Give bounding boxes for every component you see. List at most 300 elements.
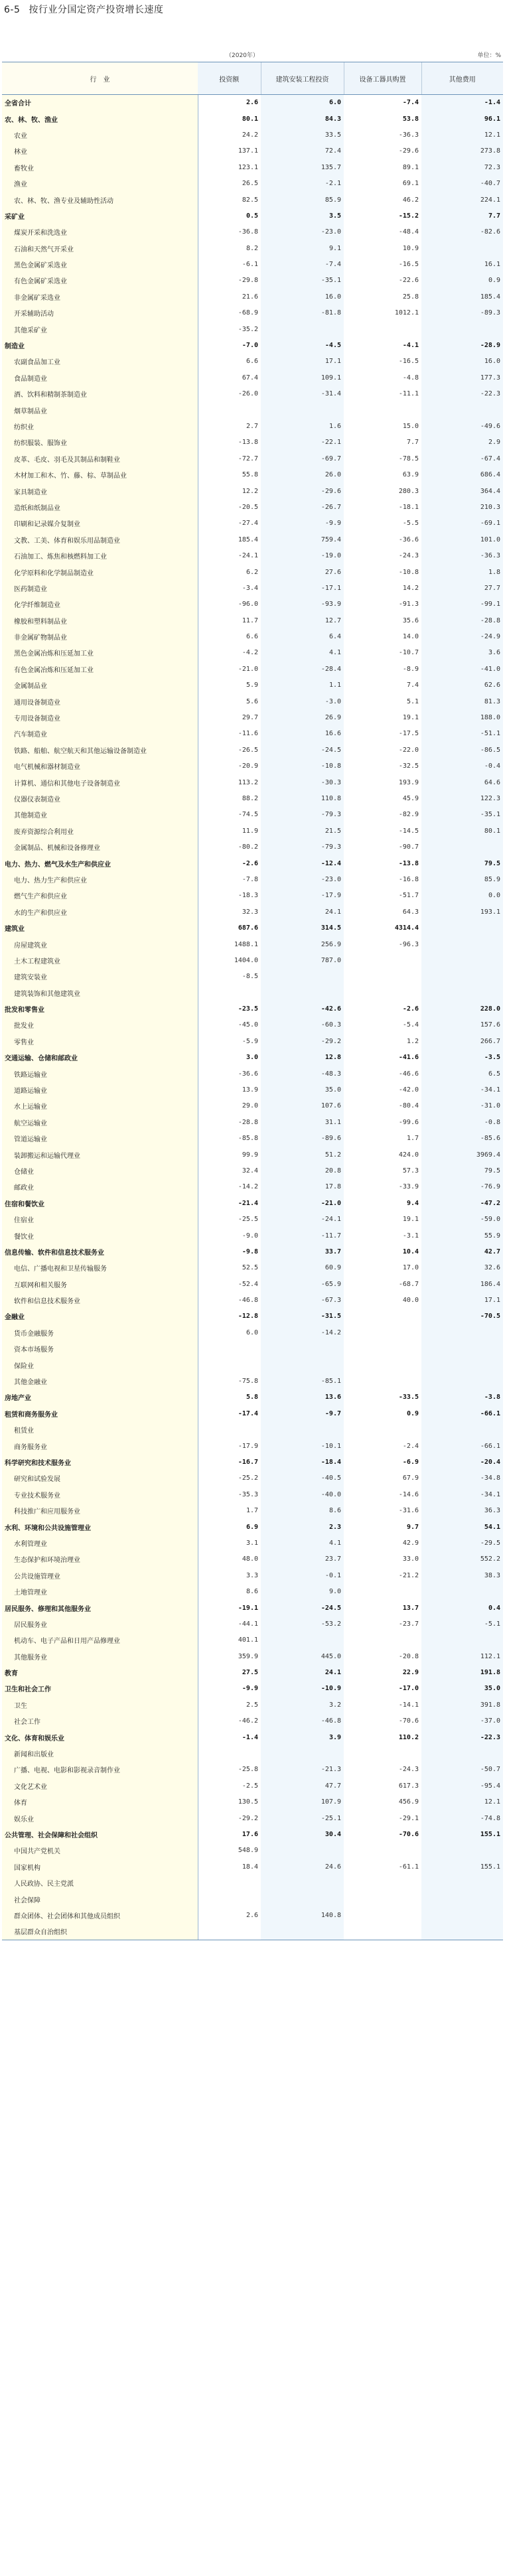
total-value: -21.4 [198,1195,261,1211]
table-row [2,111,503,127]
table-row [2,1276,503,1292]
total-value: 55.8 [198,466,261,482]
table-row [2,1697,503,1713]
total-value: 2.6 [198,95,261,111]
industry-name: 租赁业 [2,1422,198,1438]
table-row [2,1033,503,1049]
construction-value: -21.3 [261,1762,344,1778]
construction-value: 1.6 [261,418,344,434]
equipment-value [344,1924,421,1940]
table-row [2,1292,503,1308]
equipment-value: 1.2 [344,1033,421,1049]
total-value: -24.1 [198,547,261,563]
industry-name: 卫生和社会工作 [2,1681,198,1697]
industry-name: 有色金属冶炼和压延加工业 [2,661,198,677]
equipment-value: -68.7 [344,1276,421,1292]
table-row [2,678,503,693]
table-number: 6-5 [4,5,21,15]
equipment-value: 13.7 [344,1600,421,1616]
total-value: 137.1 [198,143,261,159]
industry-name: 仓储业 [2,1163,198,1179]
other-cost-value: 72.3 [421,159,503,175]
other-cost-value: -50.7 [421,1762,503,1778]
other-cost-value: -1.4 [421,95,503,111]
other-cost-value: -5.1 [421,1616,503,1632]
construction-value: 759.4 [261,532,344,547]
equipment-value: -90.7 [344,839,421,855]
construction-value: 9.0 [261,1583,344,1599]
other-cost-value [421,1422,503,1438]
industry-name: 其他制造业 [2,807,198,823]
industry-name: 水利管理业 [2,1535,198,1551]
other-cost-value: 79.5 [421,855,503,871]
table-row [2,985,503,1001]
construction-value [261,1875,344,1891]
equipment-value [344,1891,421,1907]
other-cost-value [421,1583,503,1599]
industry-name: 开采辅助活动 [2,305,198,321]
industry-name: 批发和零售业 [2,1001,198,1017]
other-cost-value: -24.9 [421,628,503,644]
other-cost-value [421,321,503,337]
total-value: 5.9 [198,678,261,693]
other-cost-value: 224.1 [421,192,503,208]
other-cost-value: -70.5 [421,1309,503,1324]
other-cost-value [421,1632,503,1648]
other-cost-value: -0.8 [421,1114,503,1130]
total-value: 24.2 [198,127,261,143]
table-row [2,758,503,774]
equipment-value: 40.0 [344,1292,421,1308]
industry-name: 机动车、电子产品和日用产品修理业 [2,1632,198,1648]
construction-value: -79.3 [261,839,344,855]
other-cost-value: -95.4 [421,1778,503,1794]
industry-name: 橡胶和塑料制品业 [2,612,198,628]
industry-name: 互联网和相关服务 [2,1276,198,1292]
industry-name: 金属制品、机械和设备修理业 [2,839,198,855]
industry-name: 研究和试验发展 [2,1470,198,1486]
industry-name: 基层群众自治组织 [2,1924,198,1940]
table-row [2,661,503,677]
equipment-value: 280.3 [344,483,421,499]
equipment-value: 110.2 [344,1729,421,1745]
total-value: -7.0 [198,337,261,353]
construction-value: -10.1 [261,1438,344,1454]
other-cost-value: -41.0 [421,661,503,677]
table-row [2,709,503,725]
equipment-value: 89.1 [344,159,421,175]
construction-value [261,985,344,1001]
industry-name: 广播、电视、电影和影视录音制作业 [2,1762,198,1778]
construction-value: -69.7 [261,451,344,466]
equipment-value: -5.4 [344,1017,421,1033]
construction-value: 47.7 [261,1778,344,1794]
table-row [2,402,503,418]
total-value: 1488.1 [198,936,261,952]
other-cost-value: 0.0 [421,888,503,904]
industry-name: 保险业 [2,1357,198,1373]
other-cost-value [421,1324,503,1340]
construction-value: 2.3 [261,1519,344,1535]
other-cost-value: 155.1 [421,1859,503,1875]
equipment-value: 1.7 [344,1131,421,1147]
other-cost-value: 3.6 [421,645,503,661]
construction-value: -4.5 [261,337,344,353]
industry-name: 黑色金属冶炼和压延加工业 [2,645,198,661]
construction-value: -23.0 [261,871,344,887]
other-cost-value [421,969,503,985]
table-row [2,289,503,305]
total-value: -11.6 [198,726,261,742]
industry-name: 纺织服装、服饰业 [2,435,198,451]
equipment-value: -20.8 [344,1648,421,1664]
equipment-value: -14.1 [344,1697,421,1713]
other-cost-value [421,985,503,1001]
total-value: -8.5 [198,969,261,985]
industry-name: 建筑业 [2,920,198,936]
total-value: 3.0 [198,1050,261,1066]
industry-name: 软件和信息技术服务业 [2,1292,198,1308]
equipment-value: 10.9 [344,240,421,256]
table-row [2,532,503,547]
table-row [2,1519,503,1535]
construction-value: 135.7 [261,159,344,175]
other-cost-value: -59.0 [421,1211,503,1227]
table-row [2,547,503,563]
other-cost-value: 186.4 [421,1276,503,1292]
total-header: 投资额 [198,62,261,95]
equipment-value: -3.1 [344,1228,421,1244]
table-row [2,1664,503,1680]
equipment-value: 42.9 [344,1535,421,1551]
equipment-value: -5.5 [344,516,421,532]
other-cost-value: -49.6 [421,418,503,434]
other-cost-value: 32.6 [421,1260,503,1276]
other-cost-value: 101.0 [421,532,503,547]
table-row [2,1486,503,1502]
industry-name: 造纸和纸制品业 [2,499,198,515]
equipment-value: 17.0 [344,1260,421,1276]
total-value: 1404.0 [198,952,261,968]
other-cost-value: 96.1 [421,111,503,127]
industry-header: 行 业 [2,62,198,95]
other-cost-value: 1.8 [421,564,503,580]
total-value [198,402,261,418]
construction-value: -81.8 [261,305,344,321]
table-row [2,1324,503,1340]
total-value: -35.3 [198,1486,261,1502]
table-row [2,1567,503,1583]
table-row [2,839,503,855]
industry-name: 交通运输、仓储和邮政业 [2,1050,198,1066]
total-value: -6.1 [198,256,261,272]
industry-name: 电力、热力生产和供应业 [2,871,198,887]
other-cost-value: -3.8 [421,1390,503,1405]
table-row [2,1648,503,1664]
total-value: -27.4 [198,516,261,532]
table-row [2,1859,503,1875]
industry-name: 林业 [2,143,198,159]
total-value: -7.8 [198,871,261,887]
table-row [2,1632,503,1648]
total-value: -12.8 [198,1309,261,1324]
industry-name: 信息传输、软件和信息技术服务业 [2,1244,198,1259]
equipment-value: -15.2 [344,208,421,224]
other-cost-value: 12.1 [421,127,503,143]
total-value: 6.2 [198,564,261,580]
industry-name: 装卸搬运和运输代理业 [2,1147,198,1163]
total-value: -23.5 [198,1001,261,1017]
other-cost-value: 188.0 [421,709,503,725]
construction-value: -19.0 [261,547,344,563]
construction-value [261,1924,344,1940]
table-row [2,1470,503,1486]
equipment-value: 25.8 [344,289,421,305]
other-cost-value [421,1924,503,1940]
table-row [2,790,503,806]
equipment-value: -4.1 [344,337,421,353]
equipment-value: -7.4 [344,95,421,111]
total-value: 80.1 [198,111,261,127]
construction-value: 4.1 [261,645,344,661]
year-note: （2020年） [226,52,259,59]
construction-value: -7.4 [261,256,344,272]
equipment-value: -29.1 [344,1810,421,1826]
industry-name: 货币金融服务 [2,1324,198,1340]
table-row [2,612,503,628]
total-value: 3.3 [198,1567,261,1583]
construction-value: -25.1 [261,1810,344,1826]
table-row [2,256,503,272]
table-row [2,888,503,904]
construction-value: -23.0 [261,224,344,240]
table-row [2,1309,503,1324]
table-row [2,127,503,143]
construction-value: -21.0 [261,1195,344,1211]
table-row [2,386,503,402]
other-cost-value: -35.1 [421,807,503,823]
total-value: -25.5 [198,1211,261,1227]
table-row [2,1875,503,1891]
total-value: -2.5 [198,1778,261,1794]
construction-value: 12.8 [261,1050,344,1066]
table-row [2,952,503,968]
total-value: 88.2 [198,790,261,806]
other-cost-value: -34.1 [421,1082,503,1098]
equipment-value: 19.1 [344,709,421,725]
equipment-value: -16.5 [344,354,421,370]
industry-name: 其他金融业 [2,1373,198,1389]
total-value: 548.9 [198,1843,261,1859]
industry-name: 采矿业 [2,208,198,224]
other-cost-value: 79.5 [421,1163,503,1179]
equipment-value: -24.3 [344,547,421,563]
other-cost-value: -66.1 [421,1405,503,1421]
table-row [2,1195,503,1211]
construction-value: 6.0 [261,95,344,111]
other-cost-value: 191.8 [421,1664,503,1680]
construction-value: -10.8 [261,758,344,774]
table-row [2,321,503,337]
table-row [2,95,503,111]
industry-name: 化学纤维制造业 [2,597,198,612]
industry-name: 零售业 [2,1033,198,1049]
construction-value: 20.8 [261,1163,344,1179]
construction-value: 1.1 [261,678,344,693]
construction-value: -9.7 [261,1405,344,1421]
other-cost-value: 3969.4 [421,1147,503,1163]
table-row [2,143,503,159]
industry-name: 公共设施管理业 [2,1567,198,1583]
table-row [2,1454,503,1470]
construction-value: 3.2 [261,1697,344,1713]
total-value: 18.4 [198,1859,261,1875]
construction-value: 84.3 [261,111,344,127]
industry-name: 居民服务业 [2,1616,198,1632]
equipment-value: -70.6 [344,1826,421,1842]
equipment-value: 7.7 [344,435,421,451]
table-row [2,1681,503,1697]
equipment-value: -10.8 [344,564,421,580]
construction-value: -35.1 [261,273,344,289]
total-value: 6.6 [198,628,261,644]
total-value: 123.1 [198,159,261,175]
equipment-value: 5.1 [344,693,421,709]
table-row [2,224,503,240]
other-cost-value: 6.5 [421,1066,503,1082]
construction-value: -24.5 [261,742,344,758]
equipment-value: -61.1 [344,1859,421,1875]
other-cost-value: -40.7 [421,175,503,191]
industry-name: 批发业 [2,1017,198,1033]
equipment-value: -14.6 [344,1486,421,1502]
equipment-value: 9.7 [344,1519,421,1535]
equipment-value: -80.4 [344,1098,421,1114]
equipment-value: 45.9 [344,790,421,806]
table-row [2,1843,503,1859]
construction-value: -24.5 [261,1600,344,1616]
construction-value: 3.5 [261,208,344,224]
total-value: 8.6 [198,1583,261,1599]
industry-name: 建筑装饰和其他建筑业 [2,985,198,1001]
construction-value: -11.7 [261,1228,344,1244]
total-value: -46.2 [198,1713,261,1729]
total-value: -26.0 [198,386,261,402]
industry-name: 教育 [2,1664,198,1680]
table-row [2,1179,503,1195]
other-cost-value: -86.5 [421,742,503,758]
total-value [198,1357,261,1373]
equipment-value: -21.2 [344,1567,421,1583]
other-cost-value: 16.1 [421,256,503,272]
other-cost-value: -3.5 [421,1050,503,1066]
construction-value: -24.1 [261,1211,344,1227]
equipment-value: 67.9 [344,1470,421,1486]
construction-value: -40.0 [261,1486,344,1502]
table-row [2,969,503,985]
industry-name: 社会保障 [2,1891,198,1907]
construction-value: 26.9 [261,709,344,725]
equipment-value: -24.3 [344,1762,421,1778]
equipment-value: -46.6 [344,1066,421,1082]
equipment-value: -16.5 [344,256,421,272]
construction-value: -17.9 [261,888,344,904]
table-row [2,1713,503,1729]
construction-value: -0.1 [261,1567,344,1583]
construction-value: 35.0 [261,1082,344,1098]
construction-value: 787.0 [261,952,344,968]
table-row [2,1405,503,1421]
construction-value: 17.1 [261,354,344,370]
other-cost-value: 155.1 [421,1826,503,1842]
industry-name: 其他服务业 [2,1648,198,1664]
header-row [2,62,503,95]
equipment-value: -6.9 [344,1454,421,1470]
other-cost-value: 193.1 [421,904,503,920]
industry-name: 计算机、通信和其他电子设备制造业 [2,774,198,790]
table-row [2,580,503,596]
industry-name: 房地产业 [2,1390,198,1405]
other-cost-value [421,1745,503,1761]
construction-value [261,1422,344,1438]
other-cost-value: 157.6 [421,1017,503,1033]
other-cost-value [421,920,503,936]
equipment-value: -99.6 [344,1114,421,1130]
industry-name: 酒、饮料和精制茶制造业 [2,386,198,402]
table-row [2,1260,503,1276]
equipment-value [344,321,421,337]
construction-value: 110.8 [261,790,344,806]
industry-name: 废弃资源综合利用业 [2,823,198,839]
industry-name: 农副食品加工业 [2,354,198,370]
other-cost-value: 364.4 [421,483,503,499]
total-value: 29.7 [198,709,261,725]
total-value: 32.4 [198,1163,261,1179]
table-row [2,1390,503,1405]
equipment-value: -11.1 [344,386,421,402]
table-row [2,597,503,612]
table-row [2,1422,503,1438]
total-value: -72.7 [198,451,261,466]
equipment-value: 19.1 [344,1211,421,1227]
total-value: 113.2 [198,774,261,790]
construction-value: 51.2 [261,1147,344,1163]
equipment-value: -91.3 [344,597,421,612]
equipment-value [344,1324,421,1340]
industry-name: 金属制品业 [2,678,198,693]
equipment-value: 424.0 [344,1147,421,1163]
table-row [2,1228,503,1244]
industry-name: 文化、体育和娱乐业 [2,1729,198,1745]
table-row [2,516,503,532]
table-row [2,1810,503,1826]
construction-value: -60.3 [261,1017,344,1033]
industry-name: 铁路运输业 [2,1066,198,1082]
table-row [2,1600,503,1616]
industry-name: 全省合计 [2,95,198,111]
equipment-value: 15.0 [344,418,421,434]
other-cost-value: 85.9 [421,871,503,887]
construction-value: 4.1 [261,1535,344,1551]
construction-value [261,402,344,418]
table-row [2,904,503,920]
total-value [198,1745,261,1761]
industry-name: 文教、工美、体育和娱乐用品制造业 [2,532,198,547]
other-cost-value [421,952,503,968]
total-value: 6.9 [198,1519,261,1535]
equipment-value [344,402,421,418]
table-row [2,1551,503,1567]
